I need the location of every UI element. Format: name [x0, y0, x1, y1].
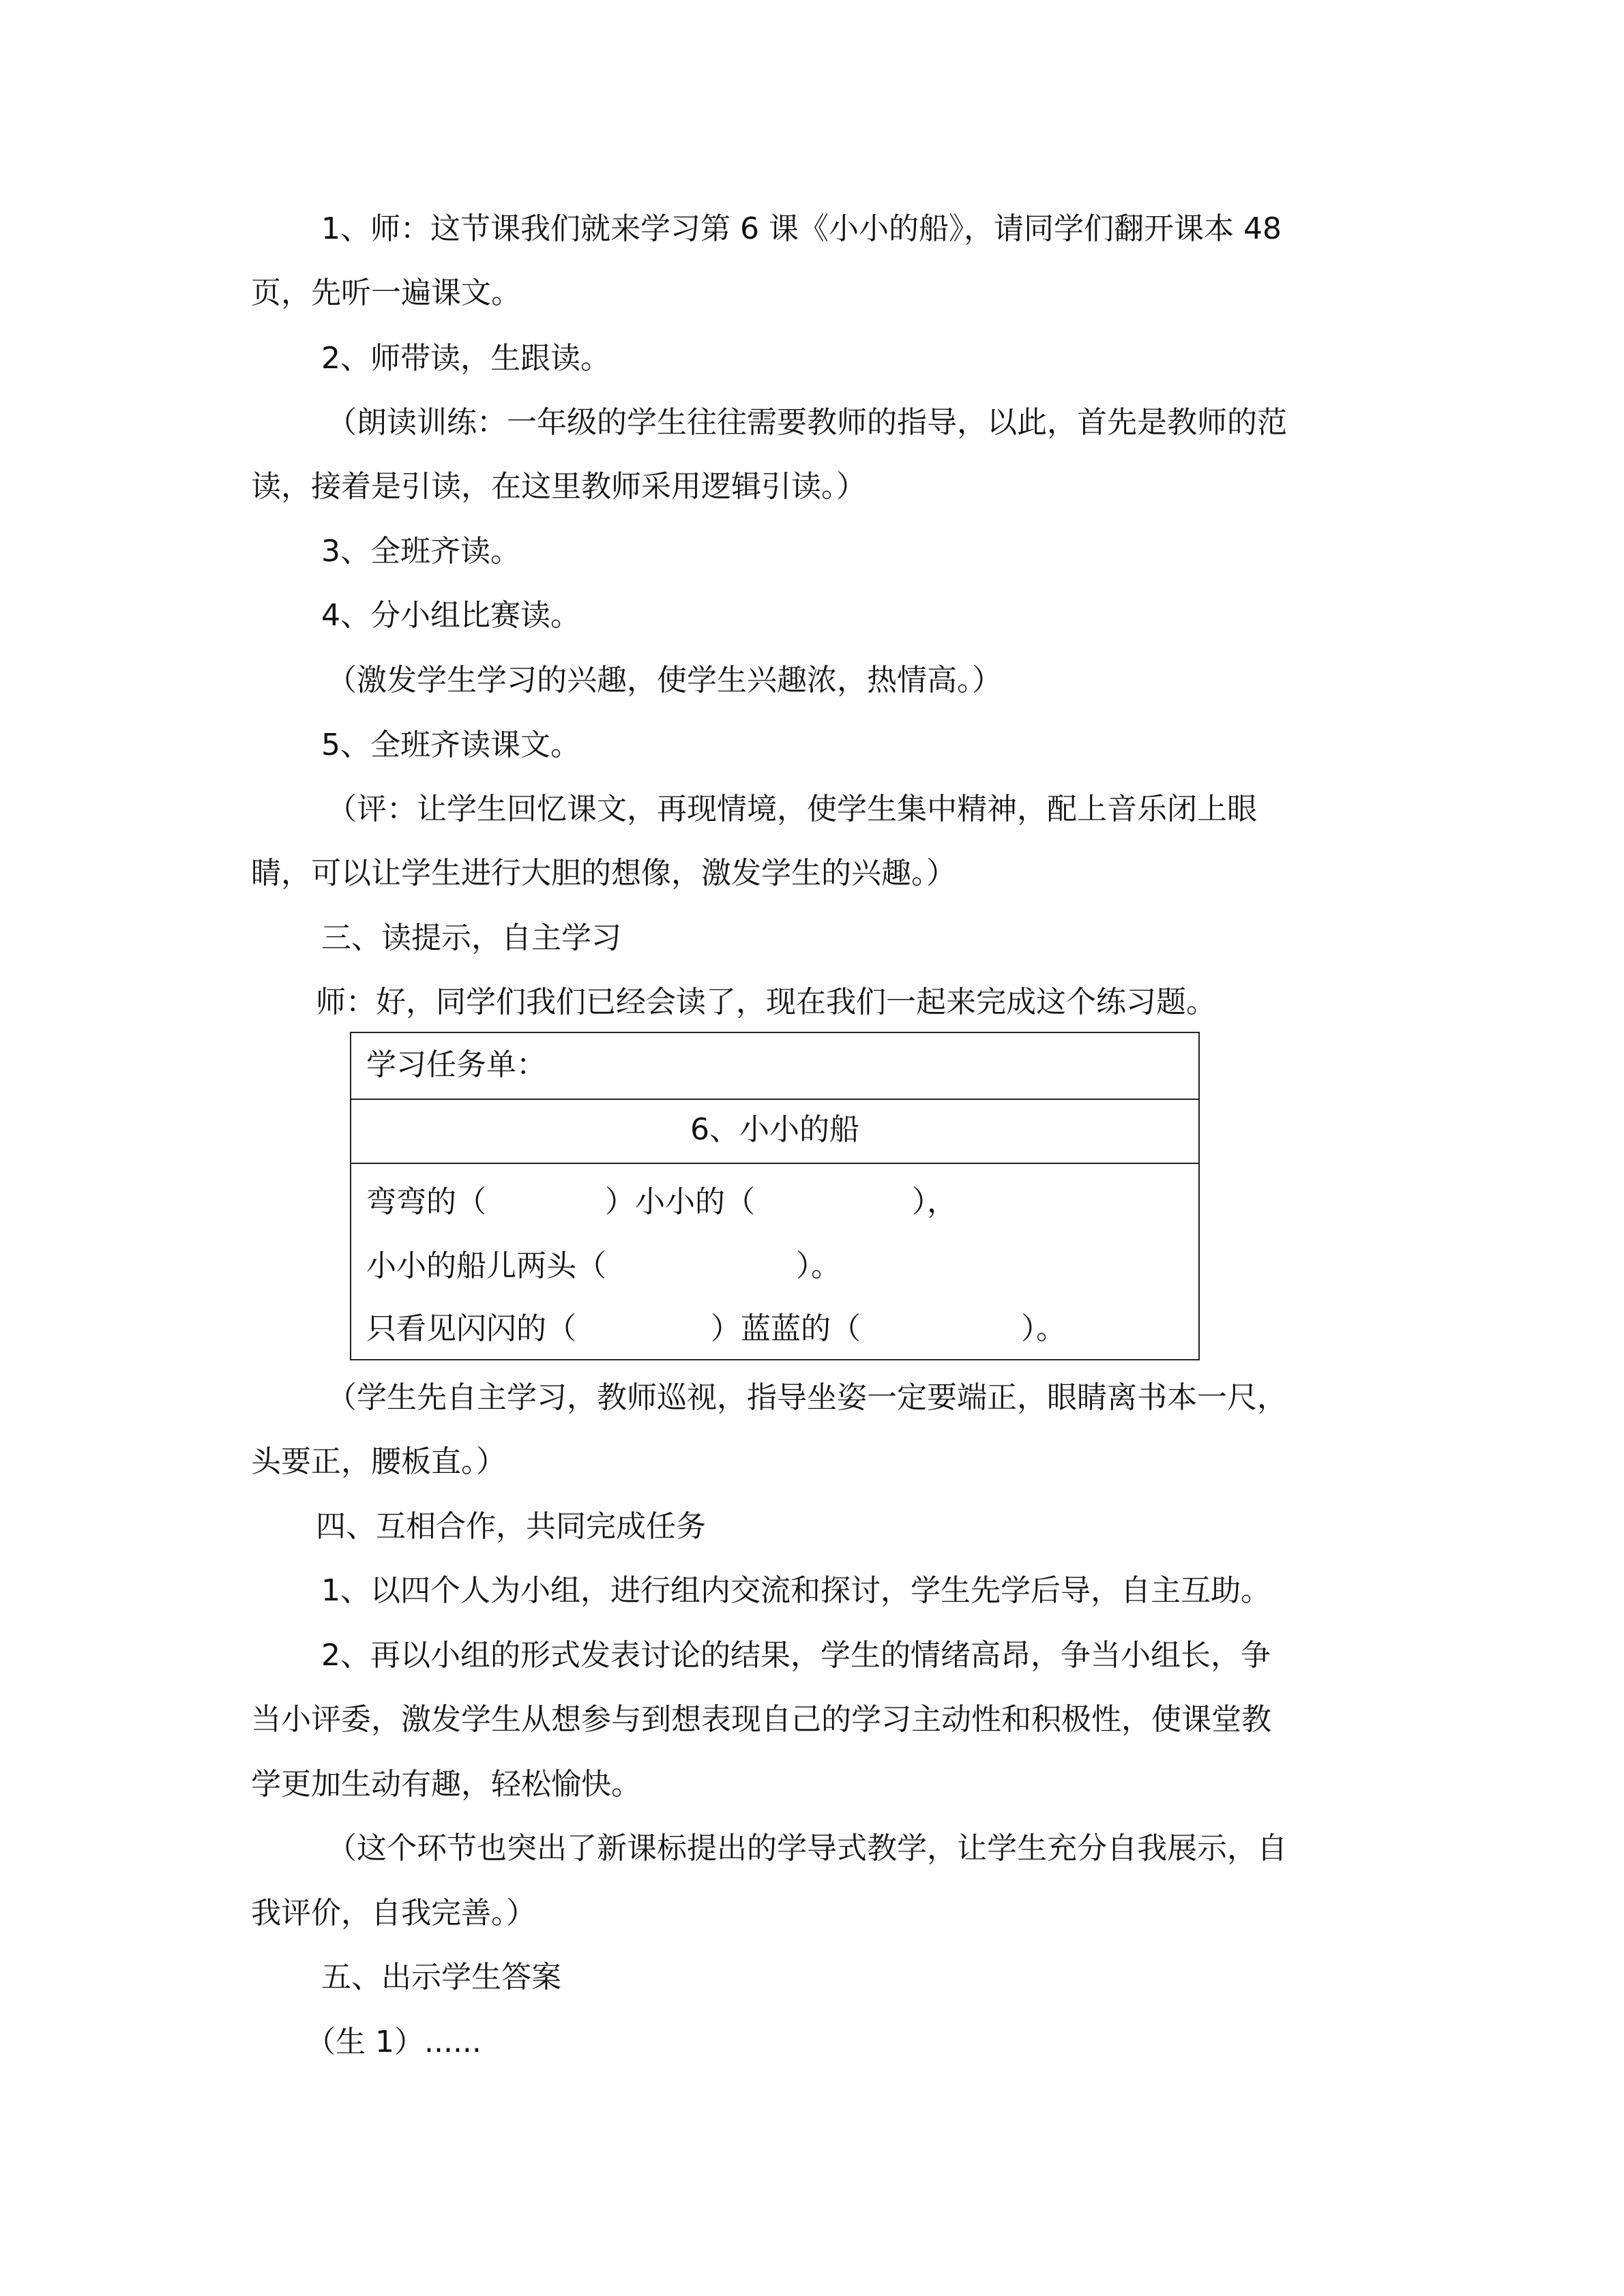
task-row-1-part-1: 弯弯的（ [366, 1184, 486, 1219]
task-table-title-row [351, 1099, 1198, 1164]
para-1-line-2: 页，先听一遍课文。 [251, 275, 521, 310]
para-17: （生 1）...... [306, 2025, 482, 2059]
task-row-1-part-3: ）， [912, 1184, 957, 1219]
para-8-line-2: 睛，可以让学生进行大胆的想像，激发学生的兴趣。） [251, 856, 956, 891]
para-11-line-1: （学生先自主学习，教师巡视，指导坐姿一定要端正，眼睛离书本一尺， [327, 1380, 1287, 1415]
task-row-2-part-1: 小小的船儿两头（ [366, 1249, 606, 1283]
para-14-line-2: 当小评委，激发学生从想参与到想表现自己的学习主动性和积极性，使课堂教 [251, 1702, 1271, 1737]
task-row-3-part-1: 只看见闪闪的（ [366, 1311, 576, 1346]
task-row-3-part-2: ）蓝蓝的（ [711, 1311, 861, 1346]
para-6: （激发学生学习的兴趣，使学生兴趣浓，热情高。） [327, 663, 1002, 698]
para-7: 5、全班齐读课文。 [321, 728, 580, 762]
task-row-3-part-3: ）。 [1021, 1311, 1066, 1346]
para-5: 4、分小组比赛读。 [321, 598, 580, 633]
section-3-heading: 三、读提示，自主学习 [321, 921, 621, 955]
task-table-title: 6、小小的船 [690, 1112, 859, 1147]
task-row-2-part-2: ）。 [796, 1249, 841, 1283]
para-3-line-2: 读，接着是引读，在这里教师采用逻辑引读。） [251, 469, 866, 504]
para-8-line-1: （评：让学生回忆课文，再现情境，使学生集中精神，配上音乐闭上眼 [327, 792, 1257, 826]
para-13: 1、以四个人为小组，进行组内交流和探讨，学生先学后导，自主互助。 [321, 1573, 1271, 1608]
para-14-line-3: 学更加生动有趣，轻松愉快。 [251, 1767, 641, 1802]
para-4: 3、全班齐读。 [321, 534, 520, 569]
section-5-heading: 五、出示学生答案 [321, 1960, 561, 1995]
para-15-line-1: （这个环节也突出了新课标提出的学导式教学，让学生充分自我展示，自 [327, 1831, 1287, 1866]
task-table-header-row [351, 1033, 1198, 1100]
section-4-heading: 四、互相合作，共同完成任务 [316, 1509, 706, 1544]
task-table-header: 学习任务单： [366, 1047, 546, 1082]
task-table-body [351, 1163, 1198, 1359]
para-10: 师：好，同学们我们已经会读了，现在我们一起来完成这个练习题。 [316, 985, 1216, 1019]
para-2: 2、师带读，生跟读。 [321, 341, 610, 376]
task-row-1-part-2: ）小小的（ [605, 1184, 755, 1219]
para-14-line-1: 2、再以小组的形式发表讨论的结果，学生的情绪高昂，争当小组长，争 [321, 1638, 1271, 1673]
task-table [350, 1032, 1200, 1360]
para-11-line-2: 头要正，腰板直。） [251, 1444, 506, 1479]
para-3-line-1: （朗读训练：一年级的学生往往需要教师的指导，以此，首先是教师的范 [327, 405, 1287, 440]
para-1-line-1: 1、师：这节课我们就来学习第 6 课《小小的船》，请同学们翻开课本 48 [321, 211, 1282, 246]
para-15-line-2: 我评价，自我完善。） [251, 1896, 536, 1930]
